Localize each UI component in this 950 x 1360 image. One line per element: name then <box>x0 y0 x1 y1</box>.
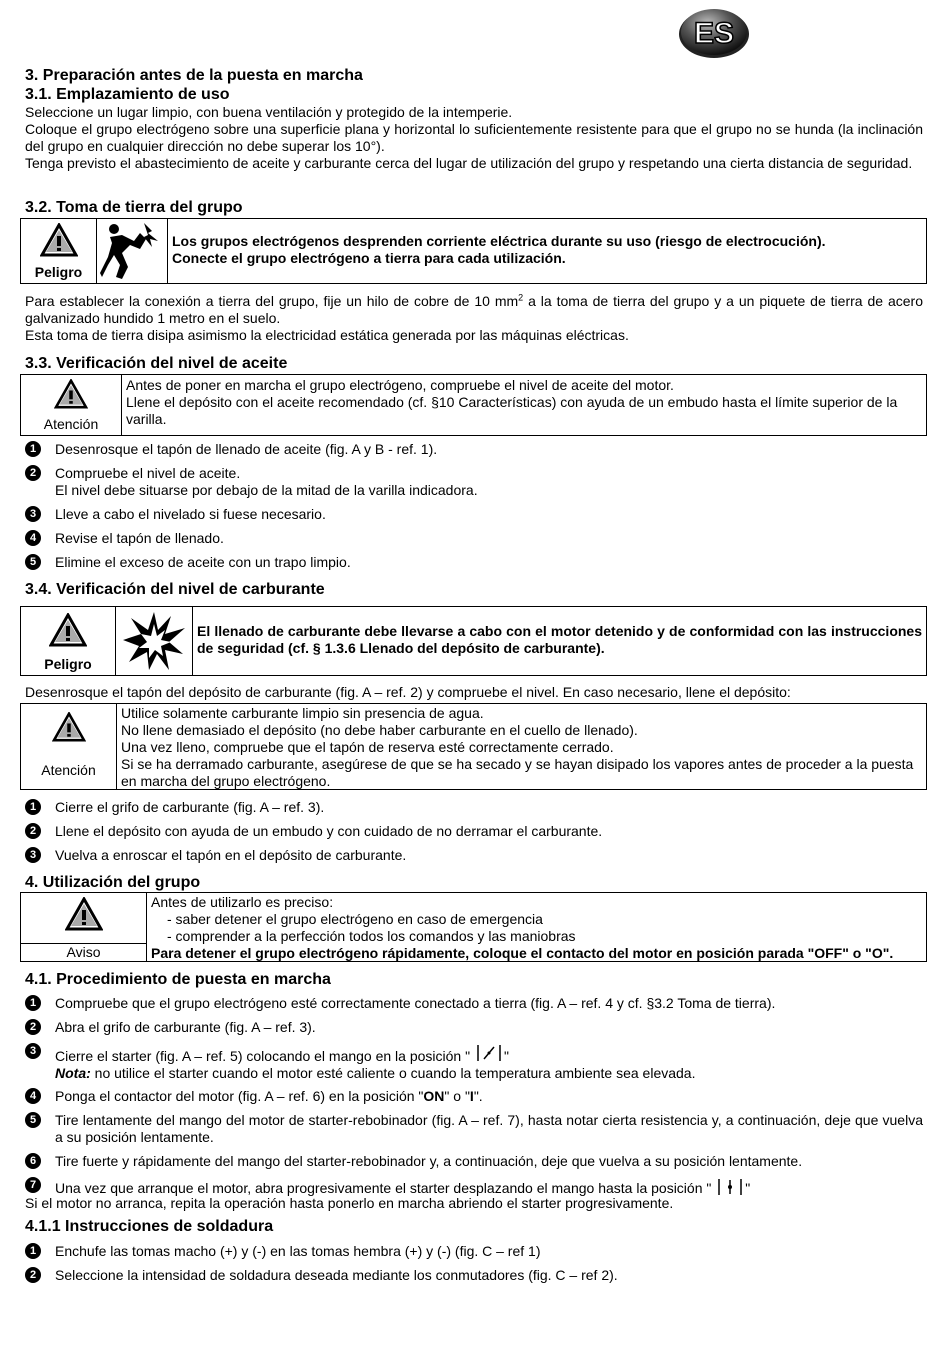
list-item <box>25 1043 923 1082</box>
warning-triangle-icon <box>52 712 86 742</box>
text-span: I <box>469 1088 474 1104</box>
danger-text: El llenado de carburante debe llevarse a cabo con el motor detenido y de conformidad con las instrucciones de seguridad (cf. § 1.3.6 Llenado del depósito de carburante). <box>197 623 922 656</box>
attention-label: Atención <box>43 416 99 432</box>
electrocution-icon <box>100 219 164 281</box>
text-span: a la toma de tierra del grupo y a un piquete de tierra de acero galvanizado hundido 1 metro en el suelo. <box>25 293 923 326</box>
danger-line-2: Conecte el grupo electrógeno a tierra para cada utilización. <box>172 250 566 266</box>
attention-line-1: Utilice solamente carburante limpio sin presencia de agua. <box>121 705 484 721</box>
list-item <box>25 530 923 547</box>
attention-label: Atención <box>41 762 96 778</box>
list-item <box>25 1153 923 1170</box>
step-number-icon: 5 <box>25 554 41 570</box>
attention-text <box>117 704 926 789</box>
section-3-1-title: 3.1. Emplazamiento de uso <box>25 86 230 103</box>
list-item <box>25 1088 923 1105</box>
step-text <box>55 1177 750 1197</box>
step-number-icon: 2 <box>25 1267 41 1283</box>
fuel-steps <box>25 799 923 864</box>
step-number-icon: 5 <box>25 1112 41 1128</box>
section-3-3-title: 3.3. Verificación del nivel de aceite <box>25 355 288 372</box>
danger-box-fuel <box>20 606 927 676</box>
danger-line-1: Los grupos electrógenos desprenden corriente eléctrica durante su uso (riesgo de electrocución). <box>172 233 826 249</box>
paragraph: Esta toma de tierra disipa asimismo la electricidad estática generada por las máquinas eléctricas. <box>25 327 629 343</box>
step-number-icon: 4 <box>25 530 41 546</box>
warning-triangle-icon <box>65 897 103 931</box>
paragraph: Seleccione un lugar limpio, con buena ventilación y protegido de la intemperie. <box>25 104 513 120</box>
list-item <box>25 799 923 816</box>
step-text <box>55 1043 695 1082</box>
danger-label: Peligro <box>34 264 83 280</box>
text-span: Cierre el starter (fig. A – ref. 5) colocando el mango en la posición " <box>55 1048 471 1064</box>
section-4-title: 4. Utilización del grupo <box>25 874 201 891</box>
step-number-icon: 1 <box>25 441 41 457</box>
list-item <box>25 995 923 1012</box>
step-number-icon: 2 <box>25 823 41 839</box>
notice-line-4: Para detener el grupo electrógeno rápidamente, coloque el contacto del motor en posición parada "OFF" o "O". <box>151 945 894 961</box>
step-number-icon: 3 <box>25 506 41 522</box>
choke-open-icon <box>715 1177 745 1197</box>
warning-cell <box>21 704 117 789</box>
step-text: Tire lentamente del mango del motor de starter-rebobinador (fig. A – ref. 7), hasta notar cierta resistencia y, a continuación, deje que vuelva a su posición lentamente. <box>55 1112 923 1145</box>
step-text <box>55 465 478 499</box>
warning-triangle-icon <box>54 379 88 409</box>
step-text: Enchufe las tomas macho (+) y (-) en las tomas hembra (+) y (-) (fig. C – ref 1) <box>55 1243 541 1259</box>
list-item <box>25 1243 923 1260</box>
paragraph: Tenga previsto el abastecimiento de aceite y carburante cerca del lugar de utilización del grupo y respetando una cierta distancia de seguridad. <box>25 155 913 171</box>
danger-box-electric <box>20 218 927 284</box>
section-3-2-body <box>25 293 923 344</box>
notice-box <box>20 892 927 962</box>
step-number-icon: 2 <box>25 465 41 481</box>
paragraph: Coloque el grupo electrógeno sobre una superficie plana y horizontal lo suficientemente resistente para que el grupo no se hunda (la inclinación del grupo en cualquier dirección no debe superar los 10°). <box>25 121 923 154</box>
note-label: Nota: <box>55 1065 91 1081</box>
warning-cell <box>21 607 116 675</box>
step-text: Seleccione la intensidad de soldadura deseada mediante los conmutadores (fig. C – ref 2). <box>55 1267 618 1283</box>
list-item <box>25 1177 923 1197</box>
list-item <box>25 1112 923 1146</box>
attention-line-2: No llene demasiado el depósito (no debe haber carburante en el cuello de llenado). <box>121 722 638 738</box>
section-3-title: 3. Preparación antes de la puesta en marcha <box>25 67 363 84</box>
notice-label-row <box>21 943 146 961</box>
list-item <box>25 1019 923 1036</box>
step-text: Lleve a cabo el nivelado si fuese necesario. <box>55 506 326 522</box>
choke-closed-icon <box>474 1043 504 1063</box>
text-span: ". <box>473 1088 483 1104</box>
badge-text: ES <box>693 17 735 50</box>
notice-line-3: - comprender a la perfección todos los comandos y las maniobras <box>167 928 576 944</box>
section-4-1-1-title: 4.1.1 Instrucciones de soldadura <box>25 1218 274 1235</box>
section-3-2-title: 3.2. Toma de tierra del grupo <box>25 199 243 216</box>
step-text: Cierre el grifo de carburante (fig. A – ref. 3). <box>55 799 325 815</box>
text-span: El nivel debe situarse por debajo de la mitad de la varilla indicadora. <box>55 482 478 498</box>
warning-cell <box>21 375 122 435</box>
step-text: Desenrosque el tapón de llenado de aceite (fig. A y B - ref. 1). <box>55 441 438 457</box>
welding-steps <box>25 1243 923 1284</box>
text-span: " o " <box>444 1088 470 1104</box>
step-text <box>55 1088 483 1105</box>
attention-line-4: Si se ha derramado carburante, asegúrese de que se ha secado y se hayan disipado los vapores antes de proceder a la puesta en marcha del grupo electrógeno. <box>121 756 914 789</box>
paragraph <box>25 293 923 327</box>
list-item <box>25 823 923 840</box>
step-text: Vuelva a enroscar el tapón en el depósito de carburante. <box>55 847 407 863</box>
attention-box-oil <box>20 374 927 436</box>
warning-triangle-icon <box>40 223 78 257</box>
step-text: Llene el depósito con ayuda de un embudo y con cuidado de no derramar el carburante. <box>55 823 603 839</box>
attention-text <box>122 375 926 435</box>
text-span: Para establecer la conexión a tierra del grupo, fije un hilo de cobre de 10 mm <box>25 293 519 309</box>
step-text: Compruebe que el grupo electrógeno esté correctamente conectado a tierra (fig. A – ref. 4 y cf. §3.2 Toma de tierra). <box>55 995 776 1011</box>
text-span: " <box>745 1180 751 1196</box>
list-item <box>25 554 923 571</box>
start-steps <box>25 995 923 1212</box>
step-number-icon: 1 <box>25 995 41 1011</box>
explosion-icon <box>121 610 187 672</box>
notice-text <box>147 893 926 961</box>
attention-line-1: Antes de poner en marcha el grupo electrógeno, compruebe el nivel de aceite del motor. <box>126 377 674 393</box>
step-number-icon: 1 <box>25 799 41 815</box>
text-span: Una vez que arranque el motor, abra progresivamente el starter desplazando el mango hasta la posición " <box>55 1180 712 1196</box>
superscript: 2 <box>518 292 524 303</box>
warning-cell <box>21 219 97 283</box>
list-item <box>25 506 923 523</box>
list-item <box>25 847 923 864</box>
section-3-4-title: 3.4. Verificación del nivel de carburante <box>25 581 325 598</box>
step-number-icon: 6 <box>25 1153 41 1169</box>
danger-text <box>168 219 926 283</box>
explosion-cell <box>116 607 193 675</box>
step-number-icon: 3 <box>25 847 41 863</box>
text-span: no utilice el starter cuando el motor esté caliente o cuando la temperatura ambiente sea elevada. <box>90 1065 696 1081</box>
danger-label: Peligro <box>44 656 92 672</box>
section-4-1-title: 4.1. Procedimiento de puesta en marcha <box>25 971 331 988</box>
attention-box-fuel <box>20 703 927 790</box>
paragraph: Desenrosque el tapón del depósito de carburante (fig. A – ref. 2) y compruebe el nivel. En caso necesario, llene el depósito: <box>25 684 791 700</box>
step-text: Revise el tapón de llenado. <box>55 530 224 546</box>
step-number-icon: 4 <box>25 1088 41 1104</box>
list-item <box>25 441 923 458</box>
language-badge-es <box>678 6 750 58</box>
text-span: Compruebe el nivel de aceite. <box>55 465 241 481</box>
electrocution-cell <box>97 219 168 283</box>
notice-line-1: Antes de utilizarlo es preciso: <box>151 894 334 910</box>
step-text: Elimine el exceso de aceite con un trapo limpio. <box>55 554 351 570</box>
text-span: " <box>503 1048 509 1064</box>
step-number-icon: 7 <box>25 1177 41 1193</box>
warning-cell <box>21 893 147 961</box>
step-text: Abra el grifo de carburante (fig. A – ref. 3). <box>55 1019 316 1035</box>
oil-steps <box>25 441 923 571</box>
notice-label: Aviso <box>66 944 101 960</box>
step-text: Tire fuerte y rápidamente del mango del starter-rebobinador y, a continuación, deje que vuelva a su posición lentamente. <box>55 1153 803 1169</box>
step-number-icon: 1 <box>25 1243 41 1259</box>
warning-triangle-icon <box>49 613 87 647</box>
text-span: Ponga el contactor del motor (fig. A – ref. 6) en la posición " <box>55 1088 424 1104</box>
list-item <box>25 1267 923 1284</box>
paragraph: Si el motor no arranca, repita la operación hasta ponerlo en marcha abriendo el starter progresivamente. <box>25 1195 674 1211</box>
notice-line-2: - saber detener el grupo electrógeno en caso de emergencia <box>167 911 543 927</box>
list-item <box>25 465 923 499</box>
step-number-icon: 3 <box>25 1043 41 1059</box>
attention-line-2: Llene el depósito con el aceite recomendado (cf. §10 Características) con ayuda de un embudo hasta el límite superior de la varilla. <box>126 394 898 427</box>
step-number-icon: 2 <box>25 1019 41 1035</box>
attention-line-3: Una vez lleno, compruebe que el tapón de reserva esté correctamente cerrado. <box>121 739 614 755</box>
section-3-1-body <box>25 104 923 172</box>
text-span: ON <box>423 1088 445 1104</box>
